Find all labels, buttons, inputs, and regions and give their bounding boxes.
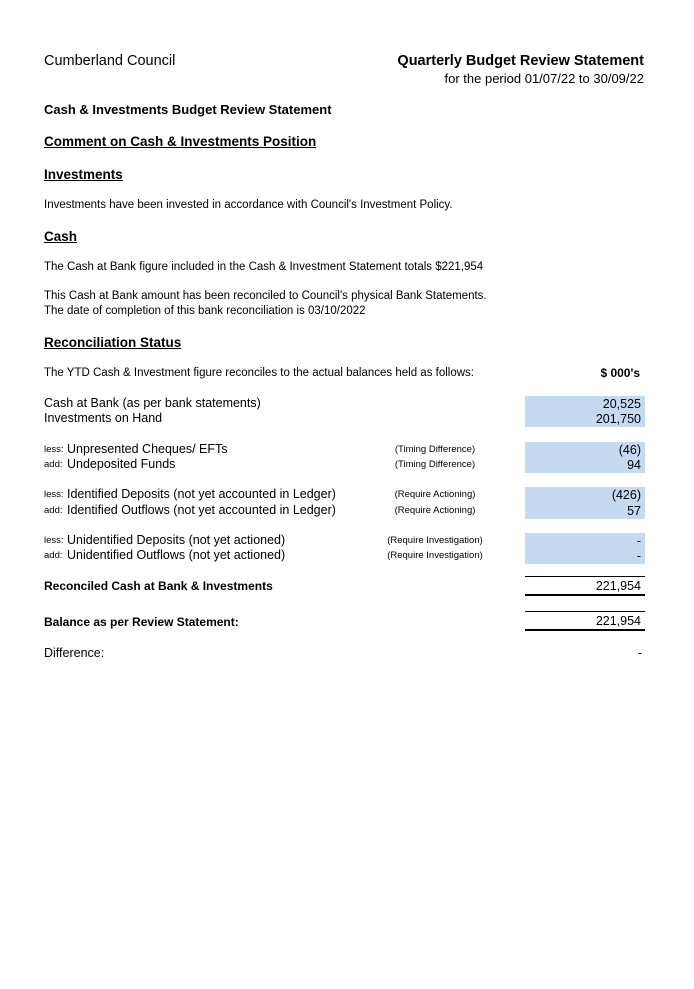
- investments-text: Investments have been invested in accordance with Council's Investment Policy.: [44, 199, 453, 211]
- reconciled-label: Reconciled Cash at Bank & Investments: [44, 579, 273, 593]
- document-period: for the period 01/07/22 to 30/09/22: [444, 71, 644, 86]
- row-label: Cash at Bank (as per bank statements): [44, 396, 261, 410]
- cash-text-total: The Cash at Bank figure included in the Cash & Investment Statement totals $221,954: [44, 261, 484, 273]
- balance-bottom-rule: [525, 629, 645, 631]
- row-value: 94: [525, 457, 645, 473]
- reconciled-top-rule: [525, 576, 645, 577]
- reconciled-value: 221,954: [595, 579, 641, 593]
- row-value: -: [525, 533, 645, 549]
- row-label: Investments on Hand: [44, 411, 163, 425]
- reconciliation-intro: The YTD Cash & Investment figure reconciles to the actual balances held as follows:: [44, 367, 474, 379]
- difference-label: Difference:: [44, 646, 105, 660]
- row-note: (Require Actioning): [394, 505, 476, 516]
- row-note: (Timing Difference): [394, 459, 476, 470]
- balance-label: Balance as per Review Statement:: [44, 615, 239, 629]
- difference-value: -: [637, 646, 642, 660]
- cash-text-reconciled: This Cash at Bank amount has been reconciled to Council's physical Bank Statements.: [44, 290, 487, 302]
- balance-value: 221,954: [595, 614, 641, 628]
- row-prefix: add:: [44, 505, 63, 516]
- council-name: Cumberland Council: [44, 53, 176, 69]
- cash-heading: Cash: [44, 229, 78, 244]
- row-label: Identified Deposits (not yet accounted in Ledger): [67, 487, 336, 501]
- row-note: (Require Actioning): [394, 489, 476, 500]
- row-label: Unidentified Deposits (not yet actioned): [67, 533, 286, 547]
- row-value: -: [525, 548, 645, 564]
- row-label: Identified Outflows (not yet accounted in Ledger): [67, 503, 336, 517]
- reconciled-bottom-rule: [525, 594, 645, 596]
- comment-heading: Comment on Cash & Investments Position: [44, 134, 317, 149]
- balance-top-rule: [525, 611, 645, 612]
- reconciliation-heading: Reconciliation Status: [44, 335, 182, 350]
- row-prefix: less:: [44, 444, 64, 455]
- row-value: 20,525: [525, 396, 645, 412]
- row-note: (Require Investigation): [387, 550, 483, 561]
- row-label: Unpresented Cheques/ EFTs: [67, 442, 228, 456]
- row-note: (Timing Difference): [394, 444, 476, 455]
- row-note: (Require Investigation): [387, 535, 483, 546]
- units-label: $ 000's: [600, 366, 640, 380]
- row-value: 201,750: [525, 411, 645, 427]
- row-label: Unidentified Outflows (not yet actioned): [67, 548, 286, 562]
- row-value: 57: [525, 503, 645, 519]
- row-value: (46): [525, 442, 645, 458]
- row-value: (426): [525, 487, 645, 503]
- row-prefix: less:: [44, 535, 64, 546]
- investments-heading: Investments: [44, 167, 123, 182]
- document-title: Quarterly Budget Review Statement: [397, 53, 644, 69]
- row-label: Undeposited Funds: [67, 457, 176, 471]
- statement-title: Cash & Investments Budget Review Statement: [44, 102, 332, 117]
- row-prefix: add:: [44, 550, 63, 561]
- row-prefix: less:: [44, 489, 64, 500]
- cash-text-date: The date of completion of this bank reconciliation is 03/10/2022: [44, 305, 366, 317]
- row-prefix: add:: [44, 459, 63, 470]
